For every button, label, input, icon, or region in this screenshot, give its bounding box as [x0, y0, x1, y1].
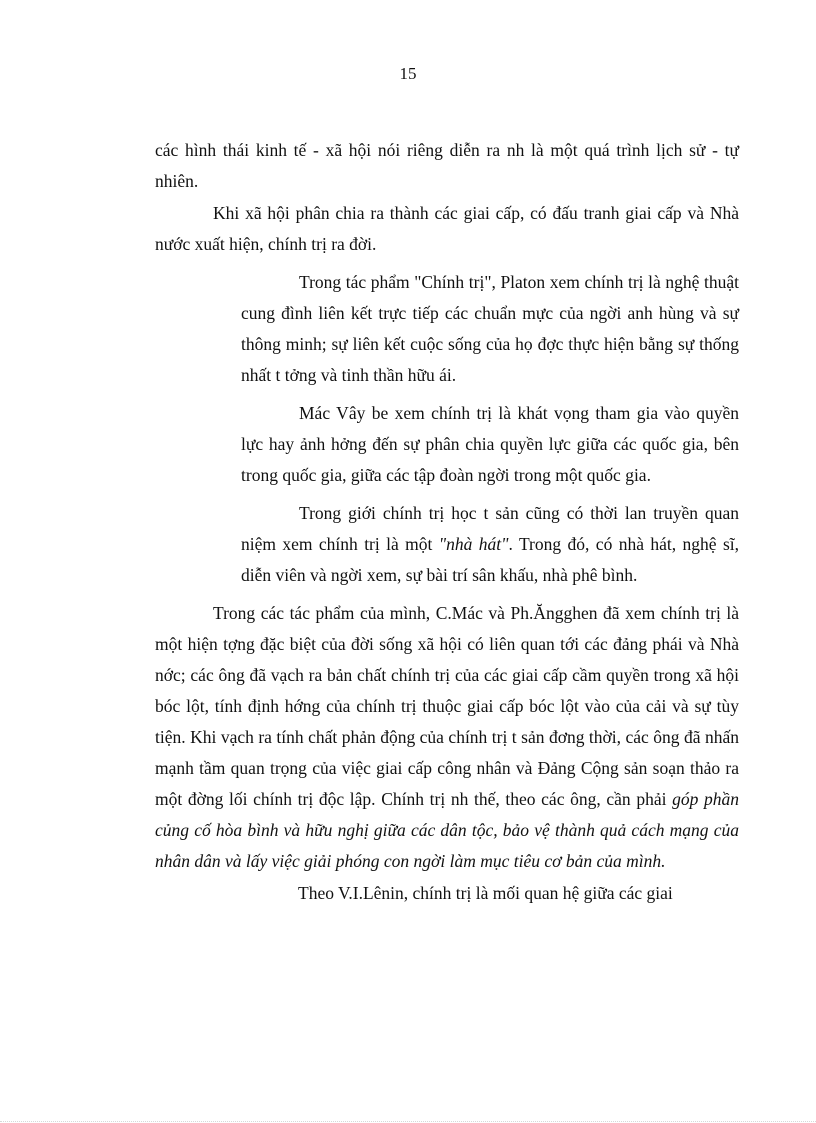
- quote-theatre-italic: "nhà hát": [438, 534, 509, 554]
- quote-max-weber: Mác Vây be xem chính trị là khát vọng tham gia vào quyền lực hay ảnh hởng đến sự phân chia quyền lực giữa các quốc gia, bên trong quốc gia, giữa các tập đoàn ngời trong một quốc gia.: [241, 403, 739, 485]
- quote-platon: Trong tác phẩm "Chính trị", Platon xem chính trị là nghệ thuật cung đình liên kết trực tiếp các chuẩn mực của ngời anh hùng và sự thông minh; sự liên kết cuộc sống của họ đợc thực hiện bằng sự thống nhất t tởng và tinh thần hữu ái.: [241, 272, 739, 385]
- paragraph-state-emergence: Khi xã hội phân chia ra thành các giai cấp, có đấu tranh giai cấp và Nhà nước xuất hiện, chính trị ra đời.: [155, 203, 739, 254]
- quote-bourgeois-theatre: [241, 498, 739, 591]
- marx-engels-italic: góp phần củng cố hòa bình và hữu nghị giữa các dân tộc, bảo vệ thành quả cách mạng của nhân dân và lấy việc giải phóng con ngời làm mục tiêu cơ bản của mình.: [155, 789, 740, 871]
- quote-theatre-text-start: Trong giới chính trị học t sản cũng có thời lan truyền quan niệm xem chính trị là một: [241, 503, 739, 554]
- page-bottom-border: [0, 1121, 816, 1122]
- document-body: [155, 135, 739, 909]
- paragraph-marx-engels: [155, 598, 739, 877]
- paragraph-lenin: Theo V.I.Lênin, chính trị là mối quan hệ giữa các giai: [298, 883, 673, 903]
- marx-engels-text: Trong các tác phẩm của mình, C.Mác và Ph.Ăngghen đã xem chính trị là một hiện tợng đặc biệt của đời sống xã hội có liên quan tới các đảng phái và Nhà nớc; các ông đã vạch ra bản chất chính trị của các giai cấp cầm quyền trong xã hội bóc lột, tính định hớng của chính trị thuộc giai cấp bóc lột vào của cải và sự tùy tiện. Khi vạch ra tính chất phản động của chính trị t sản đơng thời, các ông đã nhấn mạnh tầm quan trọng của việc giai cấp công nhân và Đảng Cộng sản soạn thảo ra một đờng lối chính trị độc lập. Chính trị nh thế, theo các ông, cần phải: [155, 603, 739, 809]
- page-number: 15: [399, 64, 417, 83]
- quote-theatre-text-end: . Trong đó, có nhà hát, nghệ sĩ, diễn viên và ngời xem, sự bài trí sân khấu, nhà phê bình.: [241, 534, 739, 585]
- paragraph-intro-continuation: các hình thái kinh tế - xã hội nói riêng diễn ra nh là một quá trình lịch sử - tự nhiên.: [155, 140, 739, 191]
